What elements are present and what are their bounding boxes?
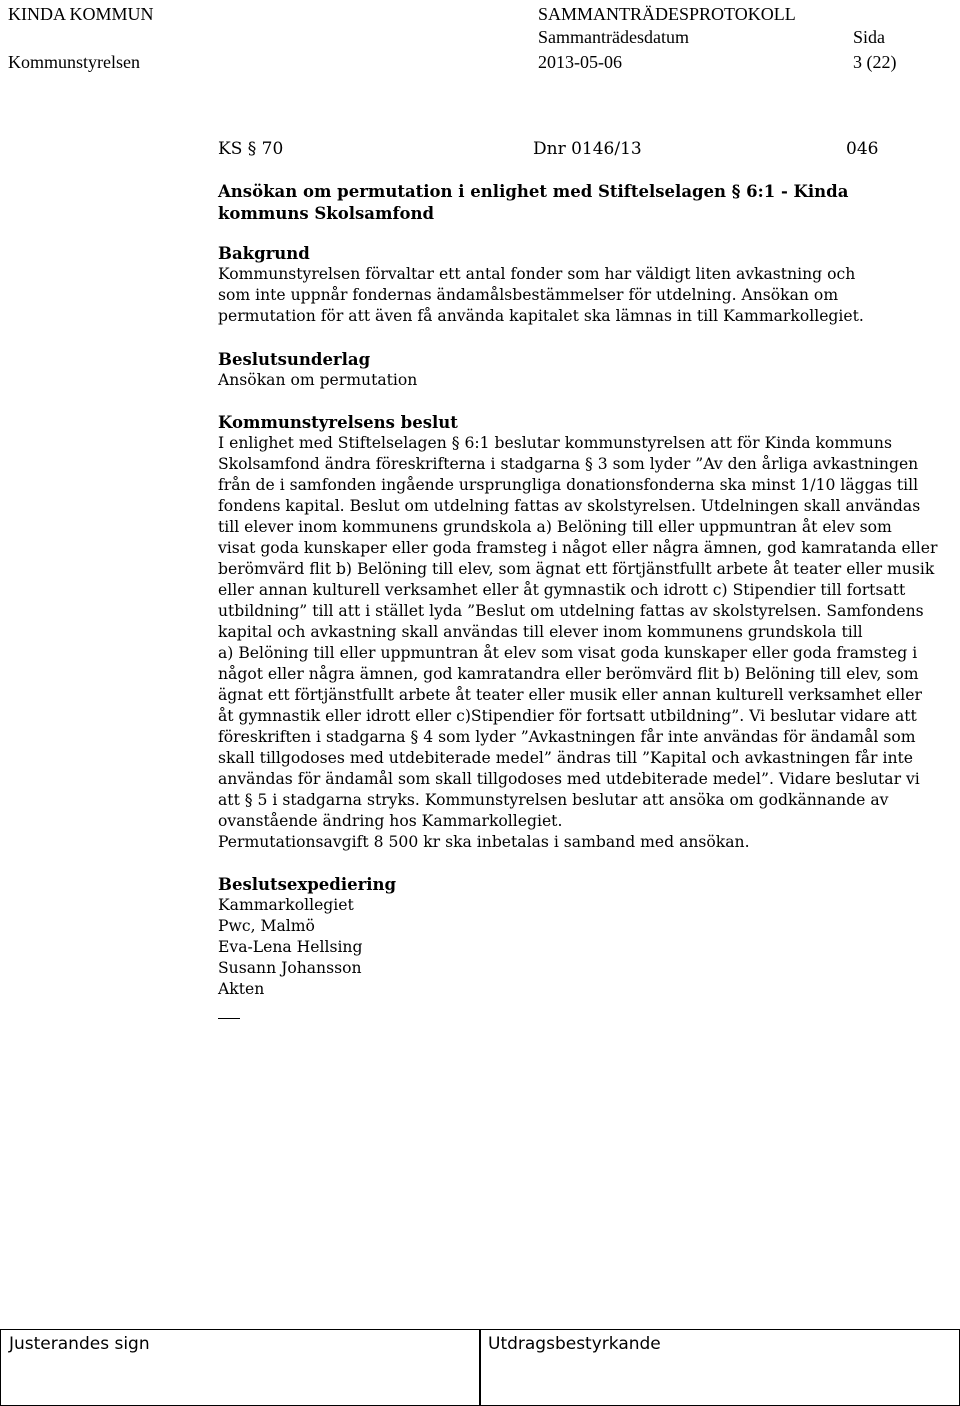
paragraph-line: permutation för att även få använda kapitalet ska lämnas in till Kammarkollegiet.	[218, 307, 864, 325]
footer-justerandes-sign	[0, 1329, 481, 1406]
section-expediering	[218, 874, 396, 1000]
paragraph-line: Skolsamfond ändra föreskrifterna i stadgarna § 3 som lyder ”Av den årliga avkastningen	[218, 455, 919, 473]
case-code: 046	[846, 139, 879, 159]
recipient: Akten	[218, 980, 265, 998]
case-title-line: kommuns Skolsamfond	[218, 204, 435, 223]
paragraph-line: till elever inom kommunens grundskola a) Belöning till eller uppmuntran åt elev som	[218, 518, 892, 536]
case-title	[218, 181, 848, 225]
case-number: KS § 70	[218, 139, 284, 159]
paragraph-line: Permutationsavgift 8 500 kr ska inbetalas i samband med ansökan.	[218, 833, 750, 851]
section-bakgrund	[218, 243, 864, 327]
end-mark	[218, 1018, 240, 1019]
paragraph-line: visat goda kunskaper eller goda framsteg i något eller några ämnen, god kamratanda eller	[218, 539, 938, 557]
paragraph-line: a) Belöning till eller uppmuntran åt elev som visat goda kunskaper eller goda framsteg i	[218, 644, 918, 662]
section-heading: Bakgrund	[218, 244, 310, 263]
section-heading: Beslutsexpediering	[218, 875, 397, 894]
paragraph-line: fondens kapital. Beslut om utdelning fattas av skolstyrelsen. Utdelningen skall användas	[218, 497, 921, 515]
footer-label: Utdragsbestyrkande	[488, 1334, 661, 1354]
recipient: Susann Johansson	[218, 959, 362, 977]
section-heading: Beslutsunderlag	[218, 350, 371, 369]
recipient: Kammarkollegiet	[218, 896, 354, 914]
recipient: Eva-Lena Hellsing	[218, 938, 363, 956]
paragraph-line: användas för ändamål som skall tillgodoses med utdebiterade medel”. Vidare beslutar vi	[218, 770, 920, 788]
section-beslut	[218, 412, 937, 853]
paragraph-line: I enlighet med Stiftelselagen § 6:1 beslutar kommunstyrelsen att för Kinda kommuns	[218, 434, 892, 452]
paragraph-line: föreskriften i stadgarna § 4 som lyder ”Avkastningen får inte användas för ändamål som	[218, 728, 916, 746]
footer-label: Justerandes sign	[9, 1334, 150, 1354]
paragraph-line: utbildning” till att i stället lyda ”Beslut om utdelning fattas av skolstyrelsen. Samfondens	[218, 602, 924, 620]
paragraph-line: något eller några ämnen, god kamratandra eller berömvärd flit b) Belöning till elev, som	[218, 665, 919, 683]
page-label: Sida	[853, 27, 886, 47]
protocol-title: SAMMANTRÄDESPROTOKOLL	[538, 4, 796, 24]
paragraph-line: berömvärd flit b) Belöning till elev, som ägnat ett förtjänstfullt arbete åt teater eller musik	[218, 560, 935, 578]
list-item: Ansökan om permutation	[218, 371, 418, 389]
page-number: 3 (22)	[853, 52, 897, 72]
diary-number: Dnr 0146/13	[533, 139, 642, 159]
paragraph-line: Kommunstyrelsen förvaltar ett antal fonder som har väldigt liten avkastning och	[218, 265, 856, 283]
case-title-line: Ansökan om permutation i enlighet med Stiftelselagen § 6:1 - Kinda	[218, 182, 849, 201]
paragraph-line: skall tillgodoses med utdebiterade medel” ändras till ”Kapital och avkastningen får inte	[218, 749, 913, 767]
date-label: Sammanträdesdatum	[538, 27, 689, 47]
paragraph-line: att § 5 i stadgarna stryks. Kommunstyrelsen beslutar att ansöka om godkännande av	[218, 791, 889, 809]
section-heading: Kommunstyrelsens beslut	[218, 413, 458, 432]
body-name: Kommunstyrelsen	[8, 52, 140, 72]
meeting-date: 2013-05-06	[538, 52, 622, 72]
footer-utdragsbestyrkande	[479, 1329, 960, 1406]
org-name: KINDA KOMMUN	[8, 4, 154, 24]
paragraph-line: åt gymnastik eller idrott eller c)Stipendier för fortsatt utbildning”. Vi beslutar vidare att	[218, 707, 917, 725]
recipient: Pwc, Malmö	[218, 917, 315, 935]
paragraph-line: eller annan kulturell verksamhet eller åt gymnastik och idrott c) Stipendier till fortsatt	[218, 581, 906, 599]
paragraph-line: ägnat ett förtjänstfullt arbete åt teater eller musik eller annan kulturell verksamhet eller	[218, 686, 922, 704]
paragraph-line: som inte uppnår fondernas ändamålsbestämmelser för utdelning. Ansökan om	[218, 286, 839, 304]
paragraph-line: kapital och avkastning skall användas till elever inom kommunens grundskola till	[218, 623, 863, 641]
paragraph-line: från de i samfonden ingående ursprungliga donationsfonderna ska minst 1/10 läggas till	[218, 476, 919, 494]
section-beslutsunderlag	[218, 349, 417, 391]
paragraph-line: ovanstående ändring hos Kammarkollegiet.	[218, 812, 563, 830]
